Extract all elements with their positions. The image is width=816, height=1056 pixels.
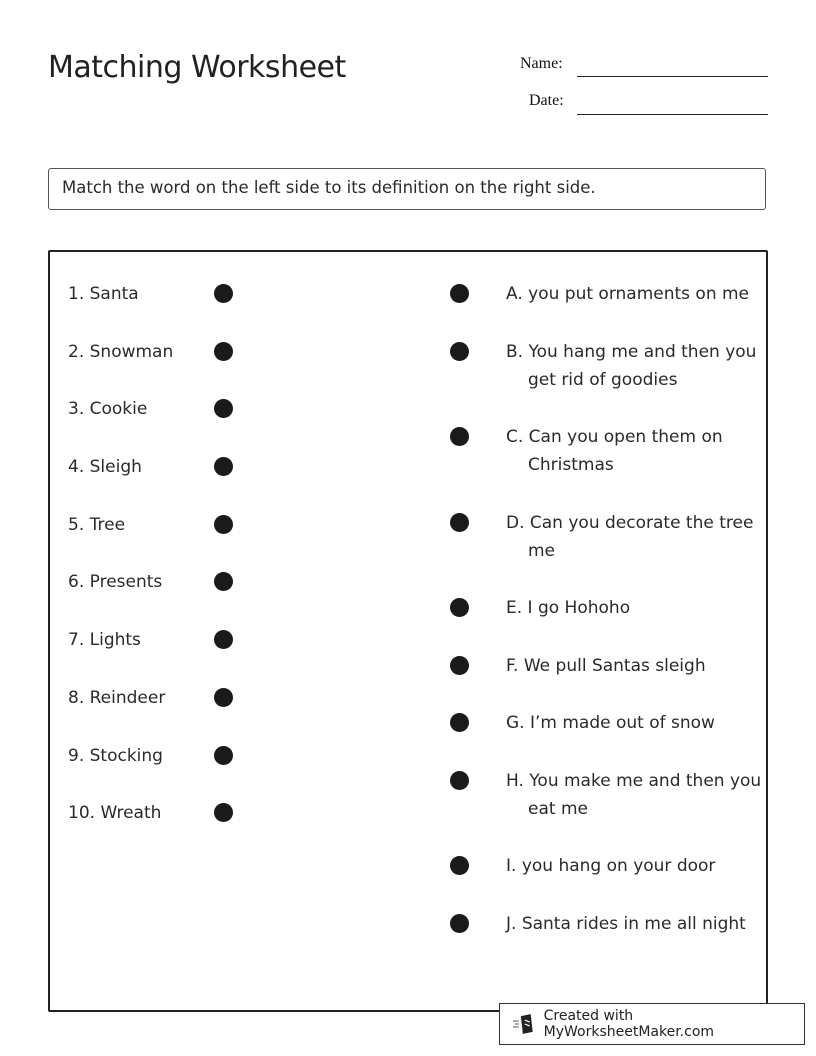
page-title: Matching Worksheet bbox=[48, 50, 346, 85]
word-label: 7. Lights bbox=[68, 630, 141, 651]
match-dot[interactable] bbox=[450, 713, 469, 732]
match-dot[interactable] bbox=[450, 513, 469, 532]
word-label: 2. Snowman bbox=[68, 341, 174, 362]
match-dot[interactable] bbox=[450, 856, 469, 875]
worksheet-maker-logo-icon bbox=[512, 1013, 536, 1035]
definition-item bbox=[450, 767, 768, 823]
match-dot[interactable] bbox=[214, 399, 233, 418]
date-line[interactable] bbox=[577, 114, 768, 115]
definition-item bbox=[450, 509, 768, 565]
match-dot[interactable] bbox=[450, 342, 469, 361]
match-dot[interactable] bbox=[450, 771, 469, 790]
definition-item bbox=[450, 709, 768, 737]
definition-item bbox=[450, 652, 768, 680]
matching-box bbox=[48, 250, 768, 1012]
word-item bbox=[68, 742, 173, 800]
match-dot[interactable] bbox=[214, 746, 233, 765]
match-dot[interactable] bbox=[450, 656, 469, 675]
word-item bbox=[68, 511, 173, 569]
word-column bbox=[68, 280, 173, 857]
definition-item bbox=[450, 338, 768, 394]
word-label: 8. Reindeer bbox=[68, 687, 166, 708]
word-item bbox=[68, 280, 173, 338]
definition-label: I. you hang on your door bbox=[506, 856, 716, 876]
word-item bbox=[68, 453, 173, 511]
word-item bbox=[68, 626, 173, 684]
definition-label: E. I go Hohoho bbox=[506, 598, 631, 618]
definition-label: C. Can you open them on Christmas bbox=[506, 427, 723, 475]
definition-label: B. You hang me and then you get rid of goodies bbox=[506, 341, 757, 390]
definition-label: F. We pull Santas sleigh bbox=[506, 655, 706, 676]
word-label: 3. Cookie bbox=[68, 399, 148, 420]
definition-item bbox=[450, 423, 768, 479]
definition-label: A. you put ornaments on me bbox=[506, 284, 750, 304]
match-dot[interactable] bbox=[214, 515, 233, 534]
definition-column bbox=[450, 280, 768, 967]
definition-item bbox=[450, 852, 768, 880]
match-dot[interactable] bbox=[214, 630, 233, 649]
name-line[interactable] bbox=[577, 76, 768, 77]
definition-label: J. Santa rides in me all night bbox=[506, 913, 746, 934]
word-label: 4. Sleigh bbox=[68, 457, 142, 478]
word-item bbox=[68, 684, 173, 742]
name-label: Name: bbox=[520, 55, 563, 72]
word-label: 6. Presents bbox=[68, 572, 163, 593]
match-dot[interactable] bbox=[214, 342, 233, 361]
word-label: 9. Stocking bbox=[68, 745, 163, 766]
instructions-box: Match the word on the left side to its definition on the right side. bbox=[48, 168, 766, 210]
word-label: 10. Wreath bbox=[68, 803, 162, 824]
definition-item bbox=[450, 594, 768, 622]
word-item bbox=[68, 799, 173, 857]
word-item bbox=[68, 338, 173, 396]
credit-text: Created with MyWorksheetMaker.com bbox=[543, 1008, 715, 1040]
match-dot[interactable] bbox=[214, 803, 233, 822]
match-dot[interactable] bbox=[214, 572, 233, 591]
definition-label: G. I’m made out of snow bbox=[506, 713, 715, 733]
match-dot[interactable] bbox=[214, 284, 233, 303]
word-item bbox=[68, 568, 173, 626]
definition-item bbox=[450, 910, 768, 938]
word-item bbox=[68, 395, 173, 453]
footer-credit bbox=[499, 1003, 805, 1045]
definition-item bbox=[450, 280, 768, 308]
match-dot[interactable] bbox=[214, 457, 233, 476]
match-dot[interactable] bbox=[450, 598, 469, 617]
match-dot[interactable] bbox=[214, 688, 233, 707]
word-label: 5. Tree bbox=[68, 514, 126, 535]
match-dot[interactable] bbox=[450, 427, 469, 446]
word-label: 1. Santa bbox=[68, 284, 139, 304]
match-dot[interactable] bbox=[450, 914, 469, 933]
date-label: Date: bbox=[529, 92, 564, 109]
definition-label: D. Can you decorate the tree me bbox=[506, 512, 754, 561]
match-dot[interactable] bbox=[450, 284, 469, 303]
definition-label: H. You make me and then you eat me bbox=[506, 770, 762, 819]
